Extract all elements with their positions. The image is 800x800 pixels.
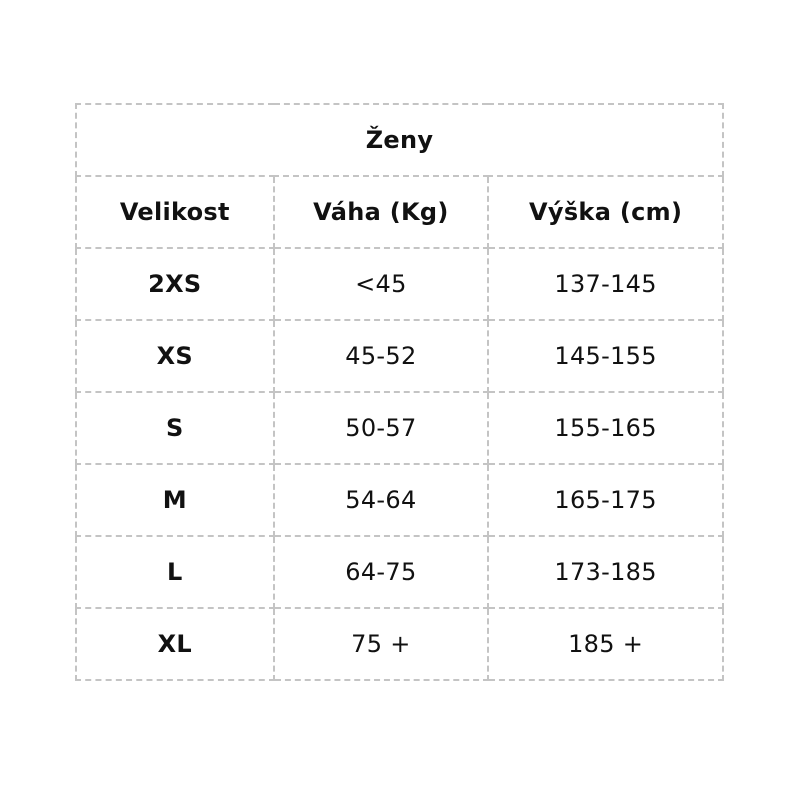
height-cell: 165-175	[488, 464, 723, 536]
weight-cell: 50-57	[274, 392, 489, 464]
weight-cell: <45	[274, 248, 489, 320]
weight-cell: 45-52	[274, 320, 489, 392]
header-height: Výška (cm)	[488, 176, 723, 248]
height-cell: 137-145	[488, 248, 723, 320]
header-size: Velikost	[76, 176, 274, 248]
weight-cell: 75 +	[274, 608, 489, 680]
table-title-row	[76, 104, 723, 176]
table-row	[76, 536, 723, 608]
size-chart-table	[75, 103, 724, 681]
table-row	[76, 392, 723, 464]
table-row	[76, 608, 723, 680]
table-row	[76, 248, 723, 320]
height-cell: 155-165	[488, 392, 723, 464]
table-row	[76, 320, 723, 392]
size-cell: S	[76, 392, 274, 464]
size-cell: XS	[76, 320, 274, 392]
weight-cell: 54-64	[274, 464, 489, 536]
size-cell: 2XS	[76, 248, 274, 320]
size-cell: XL	[76, 608, 274, 680]
size-cell: M	[76, 464, 274, 536]
height-cell: 145-155	[488, 320, 723, 392]
header-weight: Váha (Kg)	[274, 176, 489, 248]
weight-cell: 64-75	[274, 536, 489, 608]
height-cell: 173-185	[488, 536, 723, 608]
table-title: Ženy	[76, 104, 723, 176]
height-cell: 185 +	[488, 608, 723, 680]
size-cell: L	[76, 536, 274, 608]
table-row	[76, 464, 723, 536]
table-header-row	[76, 176, 723, 248]
